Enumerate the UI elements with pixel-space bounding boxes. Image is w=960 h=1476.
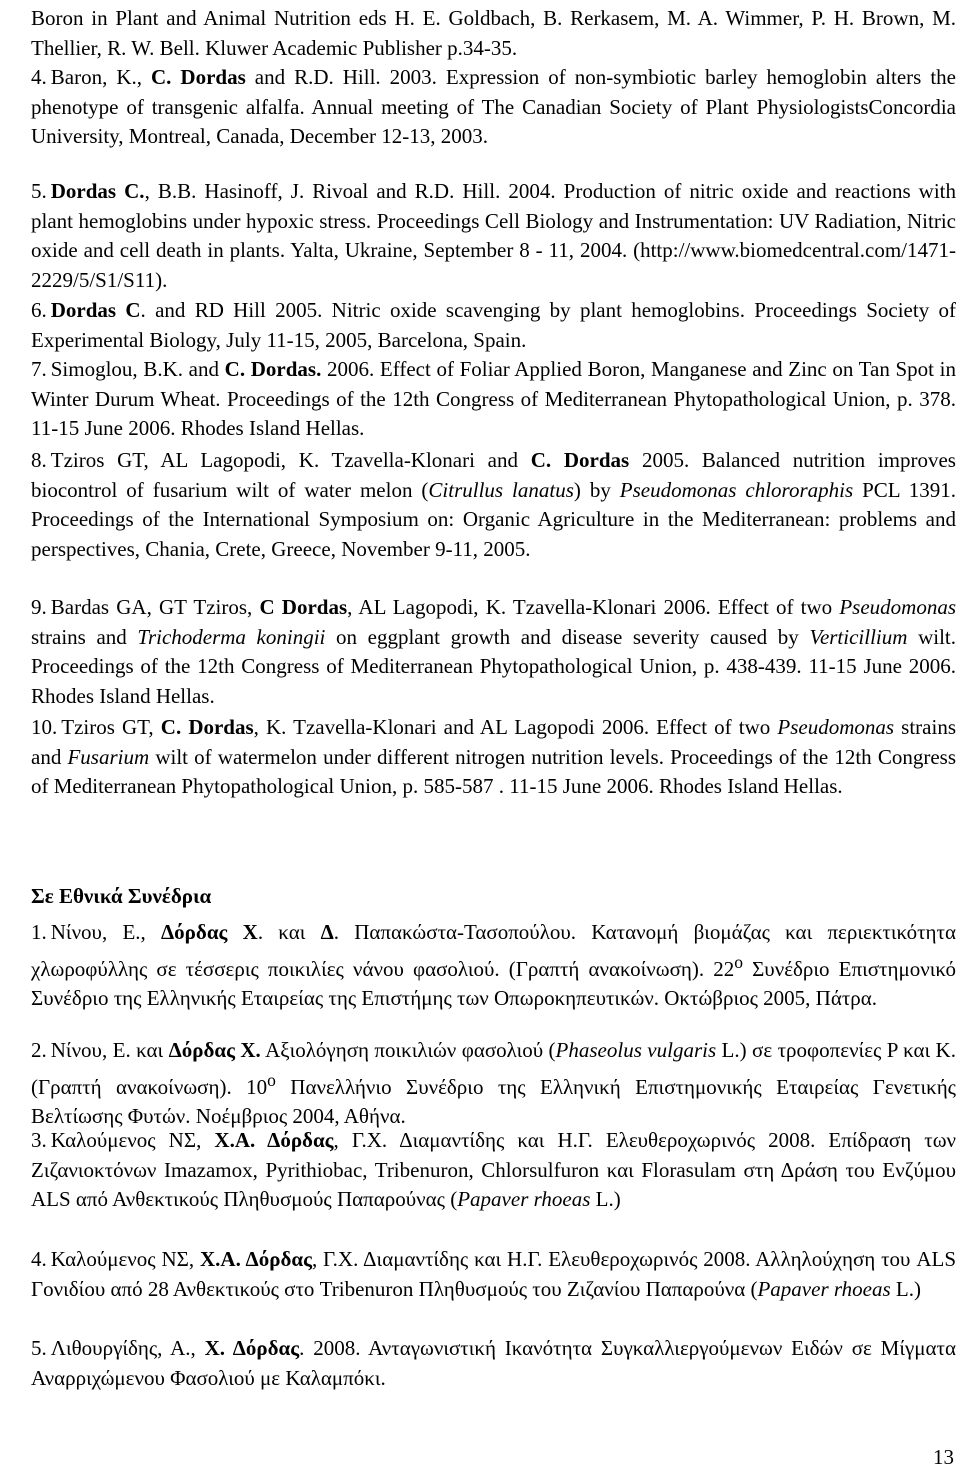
reference-text: . και (257, 920, 321, 944)
reference-text: Νίνου, Ε. και (50, 1038, 169, 1062)
reference-text: Tziros GT, AL Lagopodi, K. Tzavella-Klonari and (50, 448, 531, 472)
author-name: C. Dordas (151, 65, 246, 89)
author-name: Χ.Α. Δόρδας (214, 1128, 334, 1152)
species-name: Verticillium (809, 624, 908, 649)
reference-item (31, 593, 956, 712)
reference-number: 8. (31, 448, 47, 472)
reference-number: 2. (31, 1038, 47, 1062)
author-name: Χ.Α. Δόρδας (200, 1247, 312, 1271)
reference-text: on eggplant growth and disease severity caused by (325, 624, 810, 649)
reference-text: , AL Lagopodi, K. Tzavella-Klonari 2006. Effect of two (347, 595, 840, 619)
reference-number: 7. (31, 357, 47, 381)
reference-text: Συνέδριο Επιστημονικό Συνέδριο της Ελληνικής Εταιρείας της Επιστήμης των Οπωροκηπευτικών. Οκτώβριος 2005, Πάτρα. (31, 956, 956, 1011)
reference-text: ο (267, 1069, 276, 1090)
reference-text: Simoglou, B.K. and (50, 357, 225, 381)
reference-item (31, 177, 956, 296)
reference-text: ο (734, 951, 743, 972)
reference-number: 1. (31, 920, 47, 944)
reference-number: 10. (31, 715, 58, 739)
reference-text: strains and (31, 624, 138, 649)
reference-number: 4. (31, 1247, 47, 1271)
reference-item (31, 1245, 956, 1304)
reference-text: Λιθουργίδης, Α., (50, 1336, 205, 1360)
reference-item (31, 713, 956, 802)
reference-text: L.) (890, 1276, 921, 1301)
reference-number: 3. (31, 1128, 47, 1152)
species-name: Papaver rhoeas (757, 1276, 891, 1301)
reference-item (31, 1036, 956, 1132)
species-name: Pseudomonas chlororaphis (619, 477, 854, 502)
reference-item (31, 446, 956, 565)
reference-text: , B.B. Hasinoff, J. Rivoal and R.D. Hill. 2004. Production of nitric oxide and reactions with plant hemoglobins under hypoxic stress. Proceedings Cell Biology and Instrumentation: UV Radiation, Nitric oxide and cell death in plants. Yalta, Ukraine, September 8 - 11, 2004. (http://www.biomedcentral.com/1471-2229/5/S1/S11). (31, 179, 956, 293)
reference-text: , K. Tzavella-Klonari and AL Lagopodi 2006. Effect of two (253, 715, 778, 739)
reference-text: ) by (573, 477, 620, 502)
reference-text: , Γ.Χ. Διαμαντίδης και Η.Γ. Ελευθεροχωρινός 2008. Επίδραση των Ζιζανιοκτόνων Imazamox, Pyrithiobac, Tribenuron, Chlorsulfuron και Florasulam στη Δράση του Ενζύμου ALS από Ανθεκτικούς Πληθυσμούς Παπαρούνας ( (31, 1128, 957, 1212)
reference-text: Baron, K., (50, 65, 151, 89)
reference-text: L.) (590, 1187, 621, 1212)
reference-item (31, 355, 956, 444)
reference-text: 2005. Balanced nutrition improves biocontrol of fusarium wilt of water melon ( (31, 448, 956, 502)
reference-text: . 2008. Ανταγωνιστική Ικανότητα Συγκαλλιεργούμενων Ειδών σε Μίγματα Αναρριχώμενου Φασολιού με Καλαμπόκι. (31, 1336, 956, 1390)
reference-text: . and RD Hill 2005. Nitric oxide scavenging by plant hemoglobins. Proceedings Society of Experimental Biology, July 11-15, 2005, Barcelona, Spain. (31, 298, 956, 352)
author-name: Dordas C. (50, 179, 145, 203)
reference-text: wilt of watermelon under different nitrogen nutrition levels. Proceedings of the 12th Congress of Mediterranean Phytopathological Union, p. 585-587 . 11-15 June 2006. Rhodes Island Hellas. (31, 744, 956, 799)
reference-item (31, 1126, 956, 1215)
reference-item (31, 296, 956, 355)
reference-text: Bardas GA, GT Tziros, (50, 595, 260, 619)
author-name: C Dordas (259, 595, 348, 619)
reference-item (31, 918, 956, 1014)
reference-item (31, 1334, 956, 1393)
author-name: Dordas C (50, 298, 141, 322)
author-name: Δ (320, 920, 334, 944)
reference-number: 6. (31, 298, 47, 322)
reference-text: and R.D. Hill. 2003. Expression of non-symbiotic barley hemoglobin alters the phenotype of transgenic alfalfa. Annual meeting of The Canadian Society of Plant PhysiologistsConcordia University, Montreal, Canada, December 12-13, 2003. (31, 65, 956, 149)
species-name: Trichoderma koningii (137, 624, 326, 649)
reference-text: Καλούμενος ΝΣ, (50, 1247, 200, 1271)
reference-text: strains and (31, 715, 956, 769)
species-name: Citrullus lanatus (428, 477, 574, 502)
reference-text: L.) σε τροφοπενίες P και K. (Γραπτή ανακοίνωση). 10 (31, 1038, 956, 1099)
reference-text: Νίνου, Ε., (50, 920, 162, 944)
reference-text: Tziros GT, (61, 715, 161, 739)
species-name: Papaver rhoeas (457, 1187, 591, 1212)
author-name: C. Dordas (530, 448, 630, 472)
species-name: Fusarium (67, 744, 150, 769)
reference-text: . Παπακώστα-Τασοπούλου. Κατανομή βιομάζας και περιεκτικότητα χλωροφύλλης σε τέσσερις ποικιλίες νάνου φασολιού. (Γραπτή ανακοίνωση). 22 (31, 920, 956, 981)
reference-text: Αξιολόγηση ποικιλιών φασολιού ( (260, 1038, 556, 1062)
author-name: Δόρδας Χ (161, 920, 258, 944)
reference-number: 5. (31, 179, 47, 203)
author-name: C. Dordas. (224, 357, 322, 381)
reference-text: 2006. Effect of Foliar Applied Boron, Manganese and Zinc on Tan Spot in Winter Durum Wheat. Proceedings of the 12th Congress of Mediterranean Phytopathological Union, p. 378. 11-15 June 2006. Rhodes Island Hellas. (31, 357, 956, 441)
species-name: Pseudomonas (839, 595, 957, 619)
reference-text: Πανελλήνιο Συνέδριο της Ελληνική Επιστημονικής Εταιρείας Γενετικής Βελτίωσης Φυτών. Νοέμβριος 2004, Αθήνα. (31, 1074, 956, 1129)
species-name: Phaseolus vulgaris (555, 1038, 717, 1062)
reference-item (31, 4, 956, 63)
author-name: Δόρδας Χ. (168, 1038, 261, 1062)
reference-text: Boron in Plant and Animal Nutrition eds H. E. Goldbach, B. Rerkasem, M. A. Wimmer, P. H. Brown, M. Thellier, R. W. Bell. Kluwer Academic Publisher p.34-35. (31, 6, 956, 60)
species-name: Pseudomonas (777, 715, 895, 739)
reference-text: , Γ.Χ. Διαμαντίδης και Η.Γ. Ελευθεροχωρινός 2008. Αλληλούχηση του ALS Γονιδίου από 28 Ανθεκτικούς στο Tribenuron Πληθυσμούς του Ζιζανίου Παπαρούνα ( (31, 1247, 956, 1301)
reference-number: 9. (31, 595, 47, 619)
reference-number: 5. (31, 1336, 47, 1360)
reference-number: 4. (31, 65, 47, 89)
reference-text: Καλούμενος ΝΣ, (50, 1128, 215, 1152)
reference-text: PCL 1391. Proceedings of the International Symposium on: Organic Agriculture in the Mediterranean: problems and perspectives, Chania, Crete, Greece, November 9-11, 2005. (31, 477, 957, 562)
author-name: C. Dordas (160, 715, 254, 739)
page-number: 13 (933, 1445, 954, 1469)
author-name: Χ. Δόρδας (204, 1336, 300, 1360)
reference-item (31, 63, 956, 152)
section-heading-national-conferences: Σε Εθνικά Συνέδρια (31, 884, 212, 908)
reference-text: wilt. Proceedings of the 12th Congress of Mediterranean Phytopathological Union, p. 438-439. 11-15 June 2006. Rhodes Island Hellas. (31, 624, 956, 709)
